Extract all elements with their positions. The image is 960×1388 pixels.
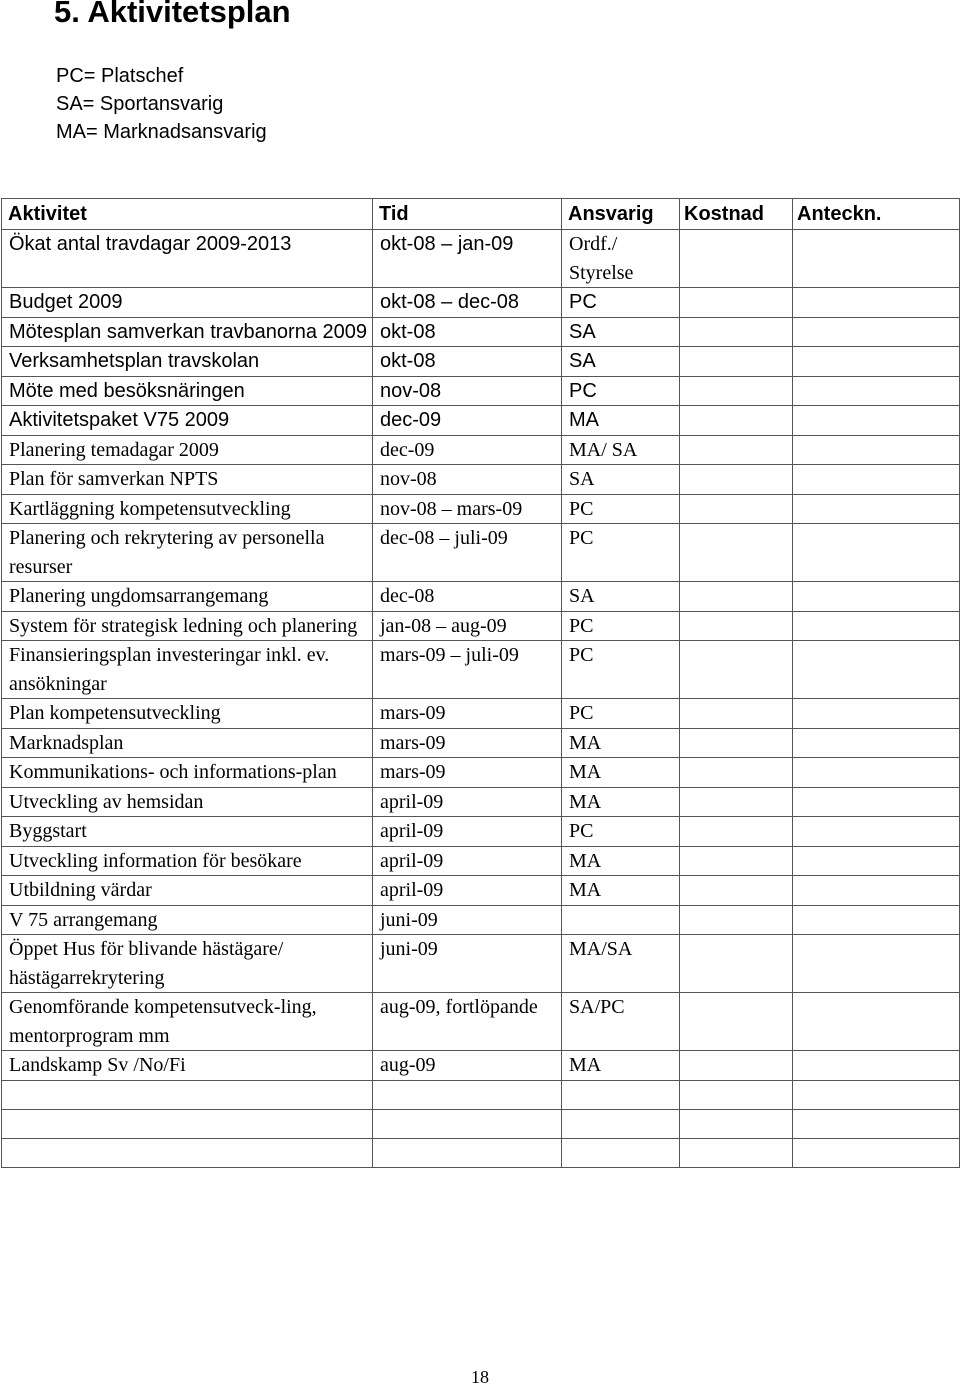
cell-tid: nov-08	[373, 465, 562, 495]
cell-aktivitet: V 75 arrangemang	[2, 905, 373, 935]
cell-anteckn	[793, 993, 960, 1051]
cell-kostnad	[680, 728, 793, 758]
cell-aktivitet: System för strategisk ledning och planering	[2, 611, 373, 641]
column-header-tid: Tid	[373, 199, 562, 230]
cell-anteckn	[793, 699, 960, 729]
cell-tid: mars-09	[373, 728, 562, 758]
cell-kostnad	[680, 465, 793, 495]
table-header-row	[2, 199, 960, 230]
table-row	[2, 406, 960, 436]
cell-kostnad	[680, 435, 793, 465]
table-row	[2, 876, 960, 906]
cell-ansvarig: PC	[562, 699, 680, 729]
cell-aktivitet: Marknadsplan	[2, 728, 373, 758]
cell-kostnad	[680, 406, 793, 436]
cell-anteckn	[793, 465, 960, 495]
cell-anteckn	[793, 288, 960, 318]
table-row	[2, 846, 960, 876]
cell-anteckn	[793, 1051, 960, 1081]
cell-kostnad	[680, 611, 793, 641]
cell-aktivitet: Utbildning värdar	[2, 876, 373, 906]
cell-tid: april-09	[373, 846, 562, 876]
cell-kostnad	[680, 787, 793, 817]
column-header-aktivitet: Aktivitet	[2, 199, 373, 230]
table-row	[2, 935, 960, 993]
cell-anteckn	[793, 876, 960, 906]
table-row	[2, 641, 960, 699]
cell-kostnad	[680, 876, 793, 906]
cell-aktivitet: Kommunikations- och informations-plan	[2, 758, 373, 788]
cell-anteckn	[793, 611, 960, 641]
cell-tid: aug-09, fortlöpande	[373, 993, 562, 1051]
table-row	[2, 435, 960, 465]
table-row	[2, 758, 960, 788]
cell-aktivitet: Utveckling information för besökare	[2, 846, 373, 876]
table-row	[2, 728, 960, 758]
page-number: 18	[471, 1367, 489, 1387]
cell-anteckn	[793, 758, 960, 788]
cell-anteckn	[793, 787, 960, 817]
table-row	[2, 347, 960, 377]
cell-ansvarig: PC	[562, 611, 680, 641]
cell-tid: okt-08 – jan-09	[373, 230, 562, 288]
cell-ansvarig: MA	[562, 876, 680, 906]
cell-aktivitet: Planering och rekrytering av personella resurser	[2, 524, 373, 582]
cell-tid: aug-09	[373, 1051, 562, 1081]
table-row	[2, 524, 960, 582]
abbreviation-sa: SA= Sportansvarig	[56, 93, 224, 115]
table-row	[2, 465, 960, 495]
cell-aktivitet: Genomförande kompetensutveck-ling, mentorprogram mm	[2, 993, 373, 1051]
cell-aktivitet: Budget 2009	[2, 288, 373, 318]
cell-ansvarig: SA	[562, 582, 680, 612]
cell-ansvarig: MA	[562, 728, 680, 758]
table-row	[2, 494, 960, 524]
cell-ansvarig: MA	[562, 1051, 680, 1081]
cell-tid	[373, 1109, 562, 1138]
cell-ansvarig: Ordf./ Styrelse	[562, 230, 680, 288]
cell-tid: juni-09	[373, 935, 562, 993]
cell-anteckn	[793, 406, 960, 436]
cell-aktivitet: Byggstart	[2, 817, 373, 847]
table-row	[2, 230, 960, 288]
cell-aktivitet	[2, 1109, 373, 1138]
cell-kostnad	[680, 905, 793, 935]
table-row	[2, 905, 960, 935]
cell-aktivitet: Mötesplan samverkan travbanorna 2009	[2, 317, 373, 347]
column-header-kostnad: Kostnad	[680, 199, 793, 230]
cell-ansvarig	[562, 1080, 680, 1109]
cell-anteckn	[793, 846, 960, 876]
abbreviation-list	[56, 62, 267, 146]
table-row	[2, 1109, 960, 1138]
cell-tid: dec-09	[373, 406, 562, 436]
cell-anteckn	[793, 1138, 960, 1167]
cell-kostnad	[680, 288, 793, 318]
cell-ansvarig: MA	[562, 846, 680, 876]
cell-anteckn	[793, 1109, 960, 1138]
cell-ansvarig	[562, 1138, 680, 1167]
cell-aktivitet: Landskamp Sv /No/Fi	[2, 1051, 373, 1081]
column-header-ansvarig: Ansvarig	[562, 199, 680, 230]
cell-anteckn	[793, 435, 960, 465]
abbreviation-ma: MA= Marknadsansvarig	[56, 121, 267, 143]
table-body	[2, 230, 960, 1168]
cell-ansvarig: PC	[562, 494, 680, 524]
cell-kostnad	[680, 1109, 793, 1138]
cell-aktivitet: Aktivitetspaket V75 2009	[2, 406, 373, 436]
cell-anteckn	[793, 641, 960, 699]
cell-ansvarig: MA	[562, 758, 680, 788]
cell-aktivitet: Ökat antal travdagar 2009-2013	[2, 230, 373, 288]
cell-aktivitet: Kartläggning kompetensutveckling	[2, 494, 373, 524]
cell-aktivitet: Planering temadagar 2009	[2, 435, 373, 465]
table-row	[2, 582, 960, 612]
cell-aktivitet: Plan kompetensutveckling	[2, 699, 373, 729]
cell-anteckn	[793, 376, 960, 406]
cell-aktivitet: Finansieringsplan investeringar inkl. ev. ansökningar	[2, 641, 373, 699]
cell-kostnad	[680, 494, 793, 524]
cell-tid: mars-09	[373, 758, 562, 788]
table-row	[2, 699, 960, 729]
cell-anteckn	[793, 817, 960, 847]
table-row	[2, 1138, 960, 1167]
cell-aktivitet	[2, 1138, 373, 1167]
cell-ansvarig	[562, 1109, 680, 1138]
cell-tid: dec-08 – juli-09	[373, 524, 562, 582]
column-header-anteckn: Anteckn.	[793, 199, 960, 230]
cell-aktivitet: Utveckling av hemsidan	[2, 787, 373, 817]
cell-kostnad	[680, 230, 793, 288]
cell-kostnad	[680, 935, 793, 993]
activity-table	[1, 198, 960, 1168]
cell-anteckn	[793, 347, 960, 377]
cell-anteckn	[793, 317, 960, 347]
table-row	[2, 611, 960, 641]
cell-tid: dec-09	[373, 435, 562, 465]
cell-ansvarig: PC	[562, 376, 680, 406]
cell-tid: okt-08	[373, 347, 562, 377]
table-row	[2, 1080, 960, 1109]
cell-anteckn	[793, 1080, 960, 1109]
cell-tid: mars-09 – juli-09	[373, 641, 562, 699]
cell-ansvarig: MA	[562, 787, 680, 817]
cell-tid: april-09	[373, 817, 562, 847]
cell-kostnad	[680, 582, 793, 612]
cell-aktivitet	[2, 1080, 373, 1109]
cell-ansvarig: PC	[562, 524, 680, 582]
cell-ansvarig: MA/ SA	[562, 435, 680, 465]
abbreviation-pc: PC= Platschef	[56, 65, 184, 87]
table-row	[2, 1051, 960, 1081]
cell-aktivitet: Plan för samverkan NPTS	[2, 465, 373, 495]
cell-ansvarig: PC	[562, 288, 680, 318]
cell-ansvarig: MA	[562, 406, 680, 436]
cell-ansvarig: MA/SA	[562, 935, 680, 993]
cell-kostnad	[680, 1138, 793, 1167]
cell-kostnad	[680, 993, 793, 1051]
table-row	[2, 993, 960, 1051]
table-row	[2, 787, 960, 817]
cell-tid: april-09	[373, 787, 562, 817]
cell-ansvarig: SA	[562, 465, 680, 495]
cell-tid: juni-09	[373, 905, 562, 935]
cell-anteckn	[793, 728, 960, 758]
cell-kostnad	[680, 524, 793, 582]
cell-anteckn	[793, 905, 960, 935]
cell-tid	[373, 1138, 562, 1167]
cell-tid: nov-08	[373, 376, 562, 406]
cell-anteckn	[793, 524, 960, 582]
cell-tid: dec-08	[373, 582, 562, 612]
table-row	[2, 376, 960, 406]
page-heading: 5. Aktivitetsplan	[54, 0, 291, 29]
cell-kostnad	[680, 347, 793, 377]
cell-anteckn	[793, 230, 960, 288]
cell-aktivitet: Öppet Hus för blivande hästägare/ hästägarrekrytering	[2, 935, 373, 993]
table-row	[2, 317, 960, 347]
cell-kostnad	[680, 317, 793, 347]
cell-kostnad	[680, 1080, 793, 1109]
cell-ansvarig: SA	[562, 347, 680, 377]
cell-kostnad	[680, 846, 793, 876]
table-row	[2, 817, 960, 847]
cell-tid	[373, 1080, 562, 1109]
cell-aktivitet: Möte med besöksnäringen	[2, 376, 373, 406]
cell-kostnad	[680, 641, 793, 699]
cell-ansvarig: PC	[562, 817, 680, 847]
cell-tid: nov-08 – mars-09	[373, 494, 562, 524]
cell-ansvarig: SA	[562, 317, 680, 347]
cell-tid: okt-08	[373, 317, 562, 347]
cell-tid: mars-09	[373, 699, 562, 729]
cell-tid: jan-08 – aug-09	[373, 611, 562, 641]
cell-aktivitet: Verksamhetsplan travskolan	[2, 347, 373, 377]
cell-anteckn	[793, 494, 960, 524]
table-row	[2, 288, 960, 318]
cell-kostnad	[680, 699, 793, 729]
cell-kostnad	[680, 817, 793, 847]
cell-kostnad	[680, 376, 793, 406]
cell-ansvarig	[562, 905, 680, 935]
cell-kostnad	[680, 758, 793, 788]
cell-ansvarig: PC	[562, 641, 680, 699]
cell-ansvarig: SA/PC	[562, 993, 680, 1051]
cell-kostnad	[680, 1051, 793, 1081]
cell-anteckn	[793, 935, 960, 993]
cell-anteckn	[793, 582, 960, 612]
cell-aktivitet: Planering ungdomsarrangemang	[2, 582, 373, 612]
cell-tid: okt-08 – dec-08	[373, 288, 562, 318]
cell-tid: april-09	[373, 876, 562, 906]
